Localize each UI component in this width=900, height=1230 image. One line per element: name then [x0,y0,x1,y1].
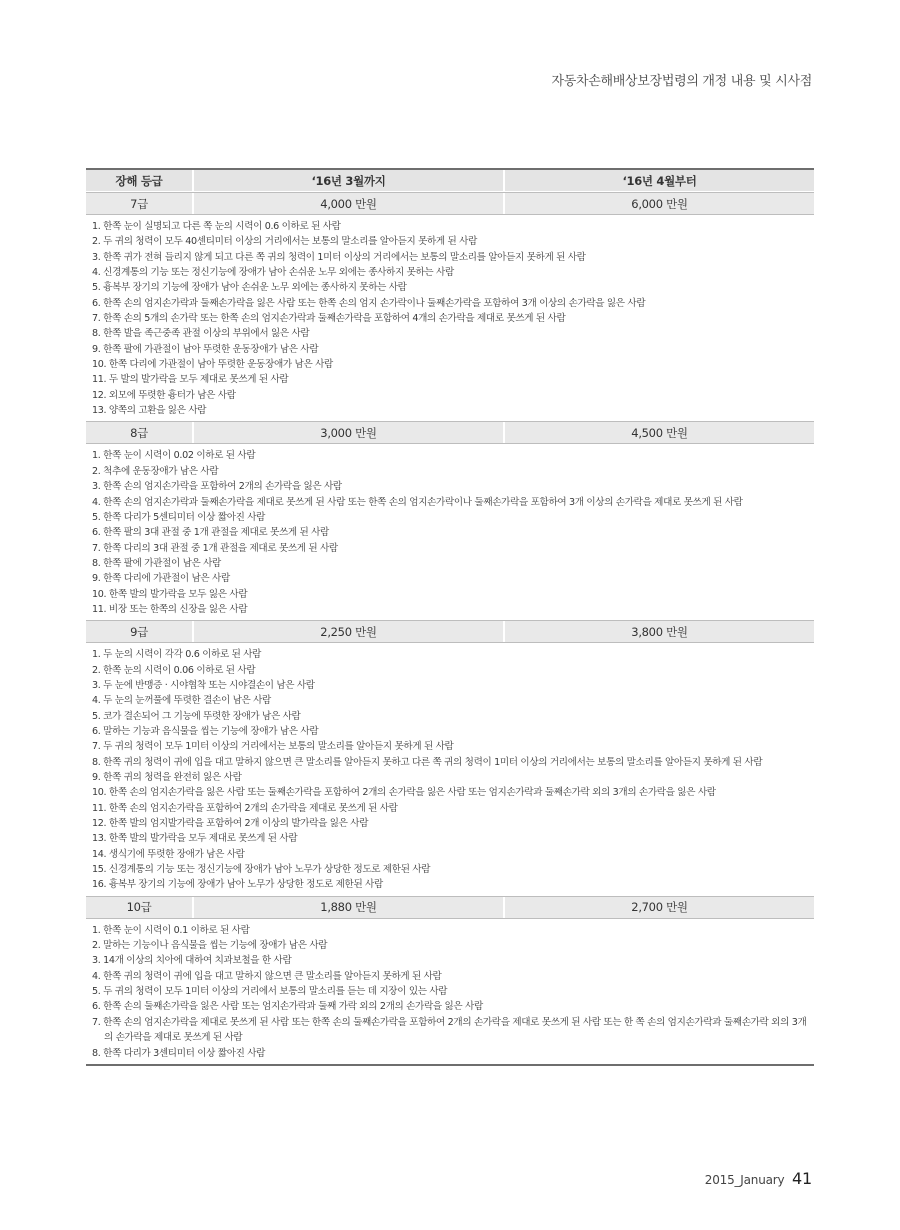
criteria-item: 2. 척추에 운동장애가 남은 사람 [92,465,219,477]
amount-until-cell: 4,000 만원 [194,193,505,214]
criteria-item: 5. 코가 결손되어 그 기능에 뚜렷한 장애가 남은 사람 [92,710,301,722]
criteria-item: 7. 한쪽 손의 엄지손가락을 제대로 못쓰게 된 사람 또는 한쪽 손의 둘째손가락을 포함하여 2개의 손가락을 제대로 못쓰게 된 사람 또는 한 쪽 손의 엄지손가락과 둘째손가락 외의 3개의 손가락을 제대로 못쓰게 된 사람 [92,1016,807,1044]
grade-cell: 9급 [86,621,194,642]
criteria-item: 1. 두 눈의 시력이 각각 0.6 이하로 된 사람 [92,649,262,661]
page-footer [705,1169,812,1188]
grade-criteria-list [86,215,814,421]
criteria-item: 5. 한쪽 다리가 5센티미터 이상 짧아진 사람 [92,511,266,523]
criteria-item: 6. 한쪽 손의 엄지손가락과 둘째손가락을 잃은 사람 또는 한쪽 손의 엄지 손가락이나 둘째손가락을 포함하여 3개 이상의 손가락을 잃은 사람 [92,297,646,309]
criteria-item: 12. 외모에 뚜렷한 흉터가 남은 사람 [92,389,236,401]
criteria-item: 13. 한쪽 발의 발가락을 모두 제대로 못쓰게 된 사람 [92,833,298,845]
criteria-item: 9. 한쪽 팔에 가관절이 남아 뚜렷한 운동장애가 남은 사람 [92,343,319,355]
criteria-item: 6. 한쪽 팔의 3대 관절 중 1개 관절을 제대로 못쓰게 된 사람 [92,527,329,539]
criteria-item: 3. 한쪽 귀가 전혀 들리지 않게 되고 다른 쪽 귀의 청력이 1미터 이상의 거리에서는 보통의 말소리를 알아듣지 못하게 된 사람 [92,251,586,263]
grade-row [86,421,814,444]
criteria-item: 11. 두 발의 발가락을 모두 제대로 못쓰게 된 사람 [92,374,289,386]
criteria-item: 5. 흉복부 장기의 기능에 장애가 남아 손쉬운 노무 외에는 종사하지 못하는 사람 [92,282,407,294]
criteria-item: 11. 한쪽 손의 엄지손가락을 포함하여 2개의 손가락을 제대로 못쓰게 된 사람 [92,802,398,814]
criteria-item: 7. 한쪽 다리의 3대 관절 중 1개 관절을 제대로 못쓰게 된 사람 [92,542,338,554]
amount-from-cell: 3,800 만원 [631,624,688,639]
amount-until-cell: 2,250 만원 [194,621,505,642]
criteria-item: 7. 두 귀의 청력이 모두 1미터 이상의 거리에서는 보통의 말소리를 알아듣지 못하게 된 사람 [92,741,454,753]
criteria-item: 1. 한쪽 눈이 시력이 0.02 이하로 된 사람 [92,450,256,462]
criteria-item: 4. 한쪽 손의 엄지손가락과 둘째손가락을 제대로 못쓰게 된 사람 또는 한쪽 손의 엄지손가락이나 둘째손가락을 포함하여 3개 이상의 손가락을 제대로 못쓰게 된 사람 [92,496,743,508]
criteria-item: 10. 한쪽 발의 발가락을 모두 잃은 사람 [92,588,248,600]
criteria-item: 9. 한쪽 다리에 가관절이 남은 사람 [92,573,230,585]
criteria-item: 4. 한쪽 귀의 청력이 귀에 입을 대고 말하지 않으면 큰 말소리를 알아듣지 못하게 된 사람 [92,970,442,982]
criteria-item: 8. 한쪽 귀의 청력이 귀에 입을 대고 말하지 않으면 큰 말소리를 알아듣지 못하고 다른 쪽 귀의 청력이 1미터 이상의 거리에서는 보통의 말소리를 알아듣지 못하게 된 사람 [92,756,763,768]
column-header-until-2016-03: ‘16년 3월까지 [194,170,505,191]
criteria-item: 2. 두 귀의 청력이 모두 40센티미터 이상의 거리에서는 보통의 말소리를 알아듣지 못하게 된 사람 [92,236,478,248]
criteria-item: 2. 말하는 기능이나 음식물을 씹는 기능에 장애가 남은 사람 [92,940,328,952]
criteria-item: 2. 한쪽 눈의 시력이 0.06 이하로 된 사람 [92,664,256,676]
grade-criteria-list [86,643,814,896]
criteria-item: 4. 신경계통의 기능 또는 정신기능에 장애가 남아 손쉬운 노무 외에는 종사하지 못하는 사람 [92,267,454,279]
criteria-item: 8. 한쪽 팔에 가관절이 남은 사람 [92,557,221,569]
grade-criteria-list [86,919,814,1064]
grade-row [86,896,814,919]
criteria-item: 3. 두 눈에 반맹증 · 시야협착 또는 시야결손이 남은 사람 [92,679,315,691]
column-header-from-2016-04: ‘16년 4월부터 [622,173,697,188]
grade-cell: 7급 [86,193,194,214]
criteria-item: 11. 비장 또는 한쪽의 신장을 잃은 사람 [92,603,248,615]
grade-row [86,620,814,643]
page-number: 41 [792,1169,812,1188]
criteria-item: 15. 신경계통의 기능 또는 정신기능에 장애가 남아 노무가 상당한 정도로 제한된 사람 [92,864,431,876]
grade-criteria-list [86,444,814,620]
amount-from-cell: 4,500 만원 [631,425,688,440]
grade-cell: 8급 [86,422,194,443]
criteria-item: 10. 한쪽 손의 엄지손가락을 잃은 사람 또는 둘째손가락을 포함하여 2개의 손가락을 잃은 사람 또는 엄지손가락과 둘째손가락 외의 3개의 손가락을 잃은 사람 [92,787,716,799]
amount-from-cell: 2,700 만원 [631,900,688,915]
criteria-item: 6. 말하는 기능과 음식물을 씹는 기능에 장애가 남은 사람 [92,725,319,737]
criteria-item: 8. 한쪽 발을 족근중족 관절 이상의 부위에서 잃은 사람 [92,328,310,340]
criteria-item: 10. 한쪽 다리에 가관절이 남아 뚜렷한 운동장애가 남은 사람 [92,359,333,371]
criteria-item: 14. 생식기에 뚜렷한 장애가 남은 사람 [92,848,245,860]
amount-until-cell: 1,880 만원 [194,897,505,918]
criteria-item: 5. 두 귀의 청력이 모두 1미터 이상의 거리에서 보통의 말소리를 듣는 데 지장이 있는 사람 [92,986,448,998]
table-header-row [86,170,814,192]
criteria-item: 6. 한쪽 손의 둘째손가락을 잃은 사람 또는 엄지손가락과 둘째 가락 외의 2개의 손가락을 잃은 사람 [92,1001,483,1013]
criteria-item: 8. 한쪽 다리가 3센티미터 이상 짧아진 사람 [92,1047,266,1059]
criteria-item: 13. 양쪽의 고환을 잃은 사람 [92,405,207,417]
grade-cell: 10급 [86,897,194,918]
disability-grade-table [86,168,814,1066]
criteria-item: 1. 한쪽 눈이 실명되고 다른 쪽 눈의 시력이 0.6 이하로 된 사람 [92,221,341,232]
amount-until-cell: 3,000 만원 [194,422,505,443]
criteria-item: 4. 두 눈의 눈꺼풀에 뚜렷한 결손이 남은 사람 [92,695,271,707]
grade-row [86,192,814,215]
grade-sections [86,192,814,1064]
criteria-item: 1. 한쪽 눈이 시력이 0.1 이하로 된 사람 [92,924,250,936]
criteria-item: 3. 14개 이상의 치아에 대하여 치과보철을 한 사람 [92,955,292,967]
criteria-item: 12. 한쪽 발의 엄지발가락을 포함하여 2개 이상의 발가락을 잃은 사람 [92,818,369,830]
running-header-title: 자동차손해배상보장법령의 개정 내용 및 시사점 [551,74,812,89]
criteria-item: 9. 한쪽 귀의 청력을 완전히 잃은 사람 [92,772,242,783]
issue-label: 2015_January [704,1173,785,1187]
column-header-grade: 장해 등급 [86,170,194,191]
criteria-item: 16. 흉복부 장기의 기능에 장애가 남아 노무가 상당한 정도로 제한된 사람 [92,879,383,891]
criteria-item: 7. 한쪽 손의 5개의 손가락 또는 한쪽 손의 엄지손가락과 둘째손가락을 포함하여 4개의 손가락을 제대로 못쓰게 된 사람 [92,313,566,325]
criteria-item: 3. 한쪽 손의 엄지손가락을 포함하여 2개의 손가락을 잃은 사람 [92,481,342,493]
amount-from-cell: 6,000 만원 [631,196,688,211]
